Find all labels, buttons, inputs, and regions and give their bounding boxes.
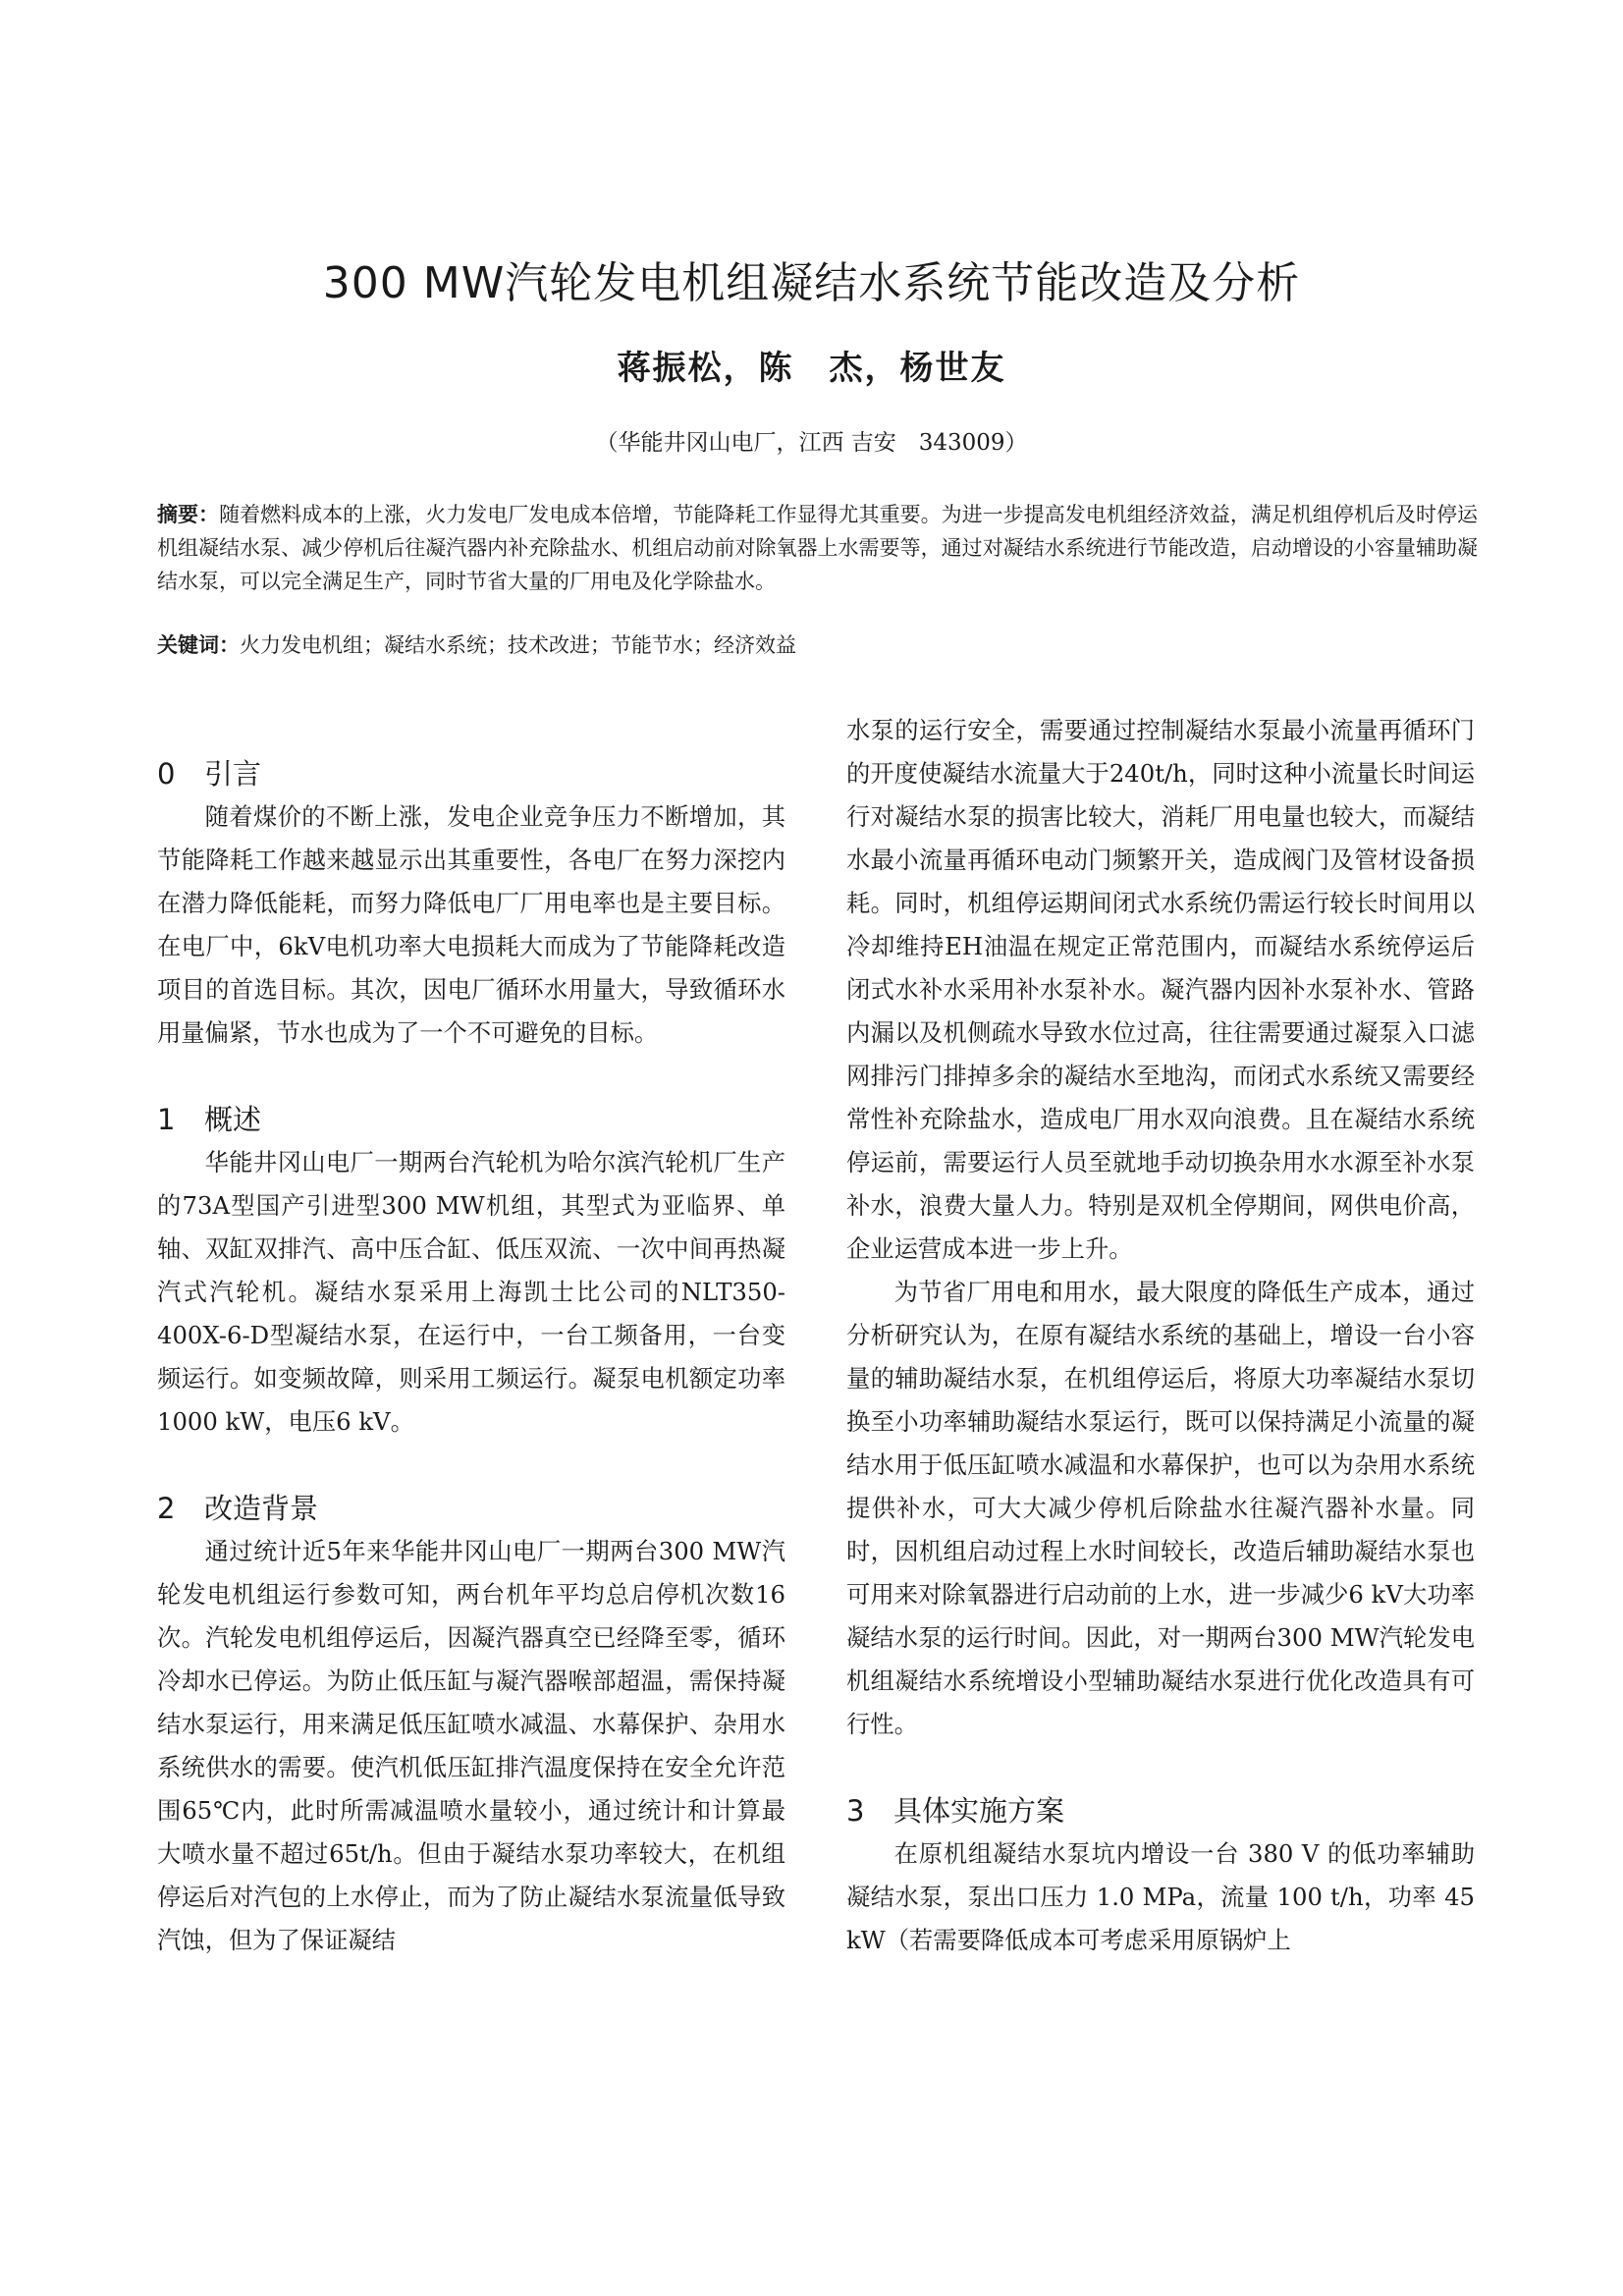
section-0-paragraph: 随着煤价的不断上涨，发电企业竞争压力不断增加，其节能降耗工作越来越显示出其重要性，各电厂在努力深挖内在潜力降低能耗，而努力降低电厂厂用电率也是主要目标。在电厂中，6kV电机功率大电损耗大而成为了节能降耗改造项目的首选目标。其次，因电厂循环水用量大，导致循环水用量偏紧，节水也成为了一个不可避免的目标。 bbox=[157, 802, 785, 1047]
abstract-text: 随着燃料成本的上涨，火力发电厂发电成本倍增，节能降耗工作显得尤其重要。为进一步提高发电机组经济效益，满足机组停机后及时停运机组凝结水泵、减少停机后往凝汽器内补充除盐水、机组启动前对除氧器上水需要等，通过对凝结水系统进行节能改造，启动增设的小容量辅助凝结水泵，可以完全满足生产，同时节省大量的厂用电及化学除盐水。 bbox=[157, 503, 1479, 593]
section-2-paragraph: 通过统计近5年来华能井冈山电厂一期两台300 MW汽轮发电机组运行参数可知，两台机年平均总启停机次数16次。汽轮发电机组停运后，因凝汽器真空已经降至零，循环冷却水已停运。为防止低压缸与凝汽器喉部超温，需保持凝结水泵运行，用来满足低压缸喷水减温、水幕保护、杂用水系统供水的需要。使汽机低压缸排汽温度保持在安全允许范围65℃内，此时所需减温喷水量较小，通过统计和计算最大喷水量不超过65t/h。但由于凝结水泵功率较大，在机组停运后对汽包的上水停止，而为了防止凝结水泵流量低导致汽蚀，但为了保证凝结 bbox=[157, 1537, 785, 1954]
section-title: 引言 bbox=[204, 757, 262, 791]
section-2-paragraph-2: 为节省厂用电和用水，最大限度的降低生产成本，通过分析研究认为，在原有凝结水系统的基础上，增设一台小容量的辅助凝结水泵，在机组停运后，将原大功率凝结水泵切换至小功率辅助凝结水泵运行，既可以保持满足小流量的凝结水用于低压缸喷水减温和水幕保护，也可以为杂用水系统提供补水，可大大减少停机后除盐水往凝汽器补水量。同时，因机组启动过程上水时间较长，改造后辅助凝结水泵也可用来对除氧器进行启动前的上水，进一步减少6 kV大功率凝结水泵的运行时间。因此，对一期两台300 MW汽轮发电机组凝结水系统增设小型辅助凝结水泵进行优化改造具有可行性。 bbox=[846, 1278, 1475, 1738]
section-title: 概述 bbox=[204, 1103, 262, 1136]
section-1-paragraph: 华能井冈山电厂一期两台汽轮机为哈尔滨汽轮机厂生产的73A型国产引进型300 MW机组，其型式为亚临界、单轴、双缸双排汽、高中压合缸、低压双流、一次中间再热凝汽式汽轮机。凝结水泵采用上海凯士比公司的NLT350-400X-6-D型凝结水泵，在运行中，一台工频备用，一台变频运行。如变频故障，则采用工频运行。凝泵电机额定功率1000 kW，电压6 kV。 bbox=[157, 1148, 785, 1436]
section-2-heading bbox=[157, 1487, 785, 1530]
keywords-text: 火力发电机组；凝结水系统；技术改进；节能节水；经济效益 bbox=[240, 633, 796, 657]
paper-affiliation: （华能井冈山电厂，江西 吉安 343009） bbox=[595, 430, 1028, 456]
abstract-label: 摘要： bbox=[157, 503, 220, 526]
section-0-heading bbox=[157, 752, 785, 795]
section-title: 改造背景 bbox=[204, 1492, 319, 1525]
section-2-paragraph-continued: 水泵的运行安全，需要通过控制凝结水泵最小流量再循环门的开度使凝结水流量大于240t/h，同时这种小流量长时间运行对凝结水泵的损害比较大，消耗厂用电量也较大，而凝结水最小流量再循环电动门频繁开关，造成阀门及管材设备损耗。同时，机组停运期间闭式水系统仍需运行较长时间用以冷却维持EH油温在规定正常范围内，而凝结水系统停运后闭式水补水采用补水泵补水。凝汽器内因补水泵补水、管路内漏以及机侧疏水导致水位过高，往往需要通过凝泵入口滤网排污门排掉多余的凝结水至地沟，而闭式水系统又需要经常性补充除盐水，造成电厂用水双向浪费。且在凝结水系统停运前，需要运行人员至就地手动切换杂用水水源至补水泵补水，浪费大量人力。特别是双机全停期间，网供电价高，企业运营成本进一步上升。 bbox=[846, 716, 1475, 1263]
section-number: 1 bbox=[157, 1103, 176, 1136]
section-1-heading bbox=[157, 1098, 785, 1141]
paper-authors: 蒋振松，陈 杰，杨世友 bbox=[617, 349, 1006, 388]
section-3-heading bbox=[846, 1789, 1475, 1832]
keywords bbox=[157, 629, 1478, 662]
right-column bbox=[846, 709, 1475, 1962]
abstract bbox=[157, 498, 1478, 598]
left-column bbox=[157, 752, 785, 1962]
paper-title: 300 MW汽轮发电机组凝结水系统节能改造及分析 bbox=[322, 258, 1301, 308]
section-3-paragraph: 在原机组凝结水泵坑内增设一台 380 V 的低功率辅助凝结水泵，泵出口压力 1.0 MPa，流量 100 t/h，功率 45 kW（若需要降低成本可考虑采用原锅炉上 bbox=[846, 1839, 1475, 1954]
keywords-label: 关键词： bbox=[157, 633, 240, 657]
section-number: 2 bbox=[157, 1492, 176, 1525]
section-title: 具体实施方案 bbox=[893, 1794, 1065, 1828]
section-number: 3 bbox=[846, 1794, 865, 1828]
section-number: 0 bbox=[157, 757, 176, 791]
